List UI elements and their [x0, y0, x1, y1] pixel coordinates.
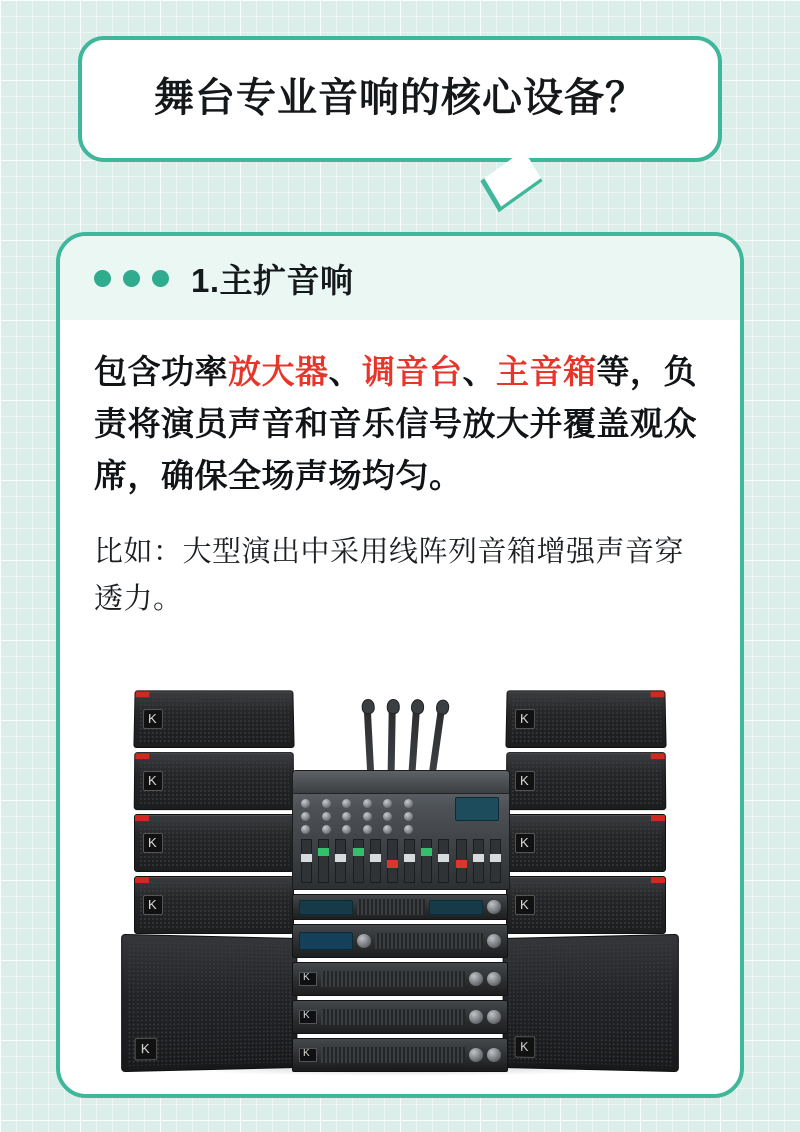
knob-icon [357, 934, 371, 948]
knob-icon [301, 799, 310, 808]
brand-logo-icon [143, 895, 163, 915]
knob-icon [363, 812, 372, 821]
fader-icon [318, 839, 329, 883]
accent-tab [651, 815, 665, 821]
line-array-box [134, 876, 294, 934]
knob-icon [301, 825, 310, 834]
accent-tab [135, 877, 149, 883]
title-bubble [78, 36, 722, 162]
accent-tab [651, 691, 665, 697]
brand-logo-icon [143, 709, 163, 729]
product-photo-inner [120, 656, 680, 1076]
dot-icon [94, 270, 111, 287]
knob-icon [322, 812, 331, 821]
brand-logo-icon [299, 1048, 317, 1062]
brand-logo-icon [515, 771, 535, 791]
fader-icon [456, 839, 467, 883]
seg-2: 、 [328, 352, 362, 391]
seg-5-highlight: 主音箱 [496, 352, 597, 391]
amp-display [299, 932, 353, 950]
brand-logo-icon [143, 833, 163, 853]
section-title: 1.主扩音响 [191, 261, 354, 299]
brand-logo-icon [135, 1038, 158, 1061]
knob-icon [342, 799, 351, 808]
console-display [455, 797, 499, 821]
fader-icon [490, 839, 501, 883]
amplifier-unit [292, 894, 508, 920]
mixing-console [292, 770, 510, 890]
card-body [60, 320, 740, 621]
knob-icon [301, 812, 310, 821]
amp-display [299, 900, 353, 915]
knob-icon [342, 825, 351, 834]
seg-1-highlight: 放大器 [228, 352, 329, 391]
knob-icon [322, 825, 331, 834]
knob-icon [383, 825, 392, 834]
amp-vents [321, 1047, 465, 1063]
knob-icon [487, 934, 501, 948]
knob-icon [363, 825, 372, 834]
line-array-box [133, 690, 294, 748]
brand-logo-icon [515, 833, 535, 853]
content-card [56, 232, 744, 1098]
fader-icon [370, 839, 381, 883]
line-array-box [505, 690, 666, 748]
knob-icon [487, 1048, 501, 1062]
knob-icon [322, 799, 331, 808]
knob-icon [487, 972, 501, 986]
fader-icon [353, 839, 364, 883]
knob-icon [342, 812, 351, 821]
subwoofer-left [121, 934, 297, 1072]
bullet-dots-icon [94, 270, 169, 287]
seg-3-highlight: 调音台 [362, 352, 463, 391]
card-header [60, 236, 740, 320]
console-knobs [301, 799, 421, 834]
line-array-stack-right [506, 690, 666, 938]
brand-logo-icon [515, 1036, 536, 1058]
fader-icon [335, 839, 346, 883]
line-array-box [506, 752, 667, 810]
knob-icon [383, 799, 392, 808]
accent-tab [135, 753, 149, 759]
knob-icon [404, 812, 413, 821]
line-array-box [506, 814, 666, 872]
console-top-strip [293, 771, 509, 794]
page-title: 舞台专业音响的核心设备？ [154, 76, 646, 120]
console-faders [301, 837, 501, 883]
accent-tab [135, 691, 149, 697]
line-array-box [134, 752, 295, 810]
brand-logo-icon [515, 709, 535, 729]
fader-icon [473, 839, 484, 883]
amp-vents [375, 933, 483, 949]
amp-display [429, 900, 483, 915]
brand-logo-icon [515, 895, 535, 915]
amplifier-unit [292, 924, 508, 958]
amplifier-unit [292, 962, 508, 996]
brand-logo-icon [299, 972, 317, 986]
title-bubble-box [78, 36, 722, 162]
fader-icon [421, 839, 432, 883]
knob-icon [469, 1048, 483, 1062]
amplifier-unit [292, 1000, 508, 1034]
seg-4: 、 [462, 352, 496, 391]
knob-icon [383, 812, 392, 821]
equipment-rack [292, 770, 508, 1072]
knob-icon [363, 799, 372, 808]
knob-icon [404, 825, 413, 834]
knob-icon [487, 900, 501, 914]
subwoofer-right [503, 934, 679, 1072]
knob-icon [469, 1010, 483, 1024]
accent-tab [651, 877, 665, 883]
seg-0: 包含功率 [94, 352, 228, 391]
fader-icon [404, 839, 415, 883]
bubble-tail-icon [524, 150, 570, 196]
dot-icon [152, 270, 169, 287]
line-array-box [134, 814, 294, 872]
knob-icon [404, 799, 413, 808]
product-photo [60, 656, 740, 1086]
photo-shadow [180, 1062, 620, 1076]
knob-icon [487, 1010, 501, 1024]
seg-6: 等，负责将演员声音和音乐信号放大并覆盖观众席，确保全场声场均匀。 [94, 352, 697, 496]
paragraph-main [94, 346, 706, 502]
amp-vents [321, 971, 465, 987]
amp-vents [357, 899, 425, 915]
accent-tab [135, 815, 149, 821]
knob-icon [469, 972, 483, 986]
fader-icon [301, 839, 312, 883]
brand-logo-icon [299, 1010, 317, 1024]
amp-vents [321, 1009, 465, 1025]
dot-icon [123, 270, 140, 287]
paragraph-example: 比如：大型演出中采用线阵列音箱增强声音穿透力。 [94, 534, 685, 615]
line-array-box [506, 876, 666, 934]
accent-tab [651, 753, 665, 759]
line-array-stack-left [134, 690, 294, 938]
brand-logo-icon [143, 771, 163, 791]
fader-icon [438, 839, 449, 883]
fader-icon [387, 839, 398, 883]
